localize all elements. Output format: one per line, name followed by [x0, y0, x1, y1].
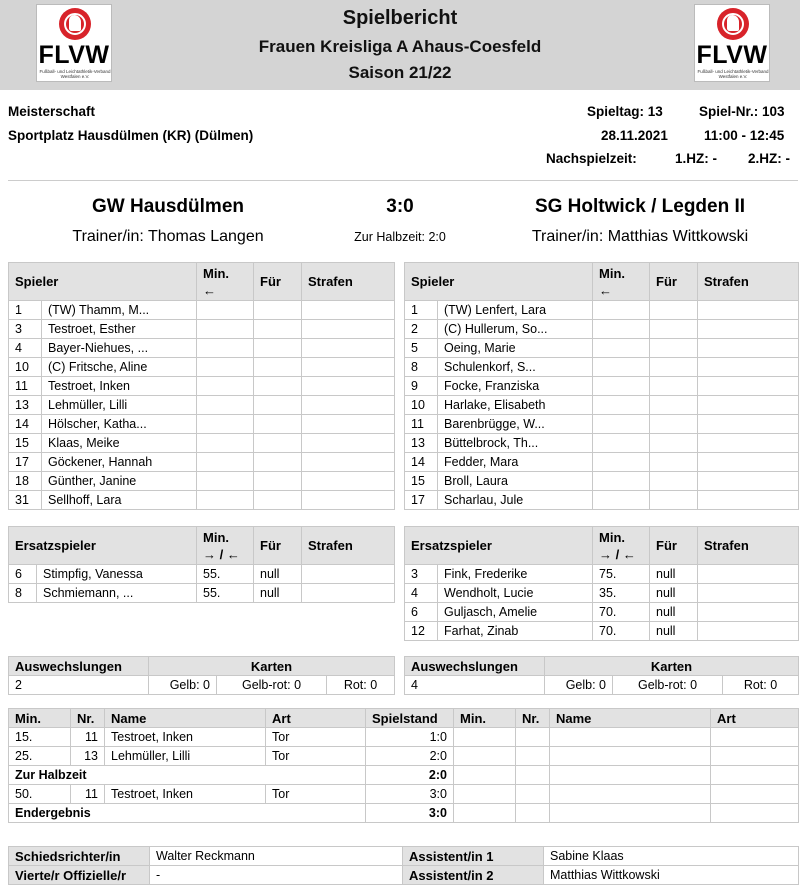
player-number: 5 [405, 339, 438, 358]
player-for [650, 453, 698, 472]
player-name: Büttelbrock, Th... [438, 434, 593, 453]
player-name: Schulenkorf, S... [438, 358, 593, 377]
col-event-type: Art [266, 709, 366, 728]
player-row [405, 434, 799, 453]
match-date: 28.11.2021 [601, 128, 668, 143]
final-row-score: 3:0 [366, 804, 454, 823]
col-minute: Min. → / ← [593, 527, 650, 565]
player-for [254, 301, 302, 320]
player-row [405, 396, 799, 415]
halftime-row-label: Zur Halbzeit [9, 766, 366, 785]
event-away-empty [711, 766, 799, 785]
player-number: 31 [9, 491, 42, 510]
fourth-official-label: Vierte/r Offizielle/r [9, 866, 150, 885]
player-minute [197, 472, 254, 491]
player-for [650, 377, 698, 396]
player-number: 14 [9, 415, 42, 434]
sub-number: 6 [9, 565, 37, 584]
match-time: 11:00 - 12:45 [704, 128, 785, 143]
player-number: 15 [9, 434, 42, 453]
col-minute: Min. → / ← [197, 527, 254, 565]
player-for [650, 491, 698, 510]
yellow-cards: Gelb: 0 [545, 676, 613, 695]
player-for [254, 339, 302, 358]
player-for [254, 434, 302, 453]
player-number: 8 [405, 358, 438, 377]
horse-emblem-icon [717, 8, 749, 40]
event-away-empty [516, 766, 550, 785]
player-penalties [698, 491, 799, 510]
col-sub-player: Ersatzspieler [405, 527, 593, 565]
player-minute [593, 453, 650, 472]
home-team: GW Hausdülmen [91, 196, 244, 217]
player-for [254, 453, 302, 472]
sub-penalties [698, 603, 799, 622]
event-away-empty [711, 747, 799, 766]
player-number: 18 [9, 472, 42, 491]
player-minute [197, 320, 254, 339]
venue: Sportplatz Hausdülmen (KR) (Dülmen) [8, 128, 254, 143]
event-away-empty [454, 747, 516, 766]
event-away-empty [711, 785, 799, 804]
col-player: Spieler [9, 263, 197, 301]
player-penalties [698, 320, 799, 339]
player-name: Testroet, Inken [42, 377, 197, 396]
player-minute [197, 396, 254, 415]
player-name: Göckener, Hannah [42, 453, 197, 472]
stoppage-first-half: 1.HZ: - [675, 151, 717, 166]
sub-penalties [302, 584, 395, 603]
yellow-red-cards: Gelb-rot: 0 [217, 676, 327, 695]
col-penalties: Strafen [698, 527, 799, 565]
player-penalties [302, 301, 395, 320]
col-event-number-away: Nr. [516, 709, 550, 728]
referee-name: Walter Reckmann [150, 847, 403, 866]
logo-text: FLVW [38, 41, 110, 69]
player-name: Broll, Laura [438, 472, 593, 491]
col-for: Für [254, 263, 302, 301]
player-name: (TW) Thamm, M... [42, 301, 197, 320]
player-penalties [698, 396, 799, 415]
sub-penalties [302, 565, 395, 584]
player-number: 17 [405, 491, 438, 510]
col-event-name: Name [105, 709, 266, 728]
season: Saison 21/22 [348, 63, 452, 82]
col-cards: Karten [149, 657, 395, 676]
player-number: 13 [405, 434, 438, 453]
player-number: 9 [405, 377, 438, 396]
home-lineup-table [8, 262, 395, 510]
player-penalties [302, 453, 395, 472]
sub-row [9, 584, 395, 603]
event-score: 3:0 [366, 785, 454, 804]
player-minute [593, 396, 650, 415]
col-penalties: Strafen [698, 263, 799, 301]
flvw-logo-left [36, 4, 112, 82]
player-number: 1 [9, 301, 42, 320]
logo-subtext: Fußball- und Leichtathletik-Verband Westfalen e.V. [697, 69, 769, 79]
col-event-type-away: Art [711, 709, 799, 728]
col-event-minute: Min. [9, 709, 71, 728]
home-stats-table [8, 656, 395, 695]
player-row [9, 301, 395, 320]
sub-number: 4 [405, 584, 438, 603]
sub-minute: 75. [593, 565, 650, 584]
event-name: Testroet, Inken [105, 728, 266, 747]
col-minute: Min. ← [197, 263, 254, 301]
fourth-official-name: - [150, 866, 403, 885]
away-lineup-table [404, 262, 799, 510]
final-score: 3:0 [386, 196, 414, 217]
player-penalties [698, 434, 799, 453]
col-for: Für [650, 527, 698, 565]
event-number: 11 [71, 785, 105, 804]
event-type: Tor [266, 747, 366, 766]
col-event-name-away: Name [550, 709, 711, 728]
player-name: Hölscher, Katha... [42, 415, 197, 434]
player-row [9, 453, 395, 472]
halftime-row-score: 2:0 [366, 766, 454, 785]
assistant1-name: Sabine Klaas [544, 847, 799, 866]
substitution-count: 2 [9, 676, 149, 695]
event-away-empty [454, 766, 516, 785]
event-away-empty [516, 747, 550, 766]
away-trainer: Trainer/in: Matthias Wittkowski [531, 228, 749, 245]
player-row [9, 339, 395, 358]
officials-table [8, 846, 799, 885]
event-minute: 25. [9, 747, 71, 766]
player-penalties [302, 396, 395, 415]
sub-for: null [650, 565, 698, 584]
player-minute [593, 301, 650, 320]
player-row [9, 320, 395, 339]
player-minute [593, 377, 650, 396]
event-number: 13 [71, 747, 105, 766]
player-penalties [698, 472, 799, 491]
player-row [405, 377, 799, 396]
league-name: Frauen Kreisliga A Ahaus-Coesfeld [258, 37, 542, 56]
event-row [9, 747, 799, 766]
sub-name: Farhat, Zinab [438, 622, 593, 641]
event-away-empty [550, 804, 711, 823]
col-minute: Min. ← [593, 263, 650, 301]
sub-for: null [650, 584, 698, 603]
event-name: Testroet, Inken [105, 785, 266, 804]
halftime-score: Zur Halbzeit: 2:0 [354, 230, 446, 244]
sub-row [405, 584, 799, 603]
event-minute: 50. [9, 785, 71, 804]
col-substitutions: Auswechslungen [9, 657, 149, 676]
player-for [254, 491, 302, 510]
col-penalties: Strafen [302, 263, 395, 301]
player-name: (TW) Lenfert, Lara [438, 301, 593, 320]
player-minute [197, 339, 254, 358]
player-row [405, 339, 799, 358]
player-number: 15 [405, 472, 438, 491]
event-away-empty [550, 728, 711, 747]
player-row [405, 472, 799, 491]
event-score: 1:0 [366, 728, 454, 747]
player-name: Sellhoff, Lara [42, 491, 197, 510]
player-number: 2 [405, 320, 438, 339]
player-number: 14 [405, 453, 438, 472]
event-row [9, 728, 799, 747]
match-number: Spiel-Nr.: 103 [699, 104, 785, 119]
player-minute [593, 358, 650, 377]
player-row [9, 472, 395, 491]
player-number: 3 [9, 320, 42, 339]
red-cards: Rot: 0 [327, 676, 395, 695]
event-away-empty [454, 785, 516, 804]
sub-for: null [254, 565, 302, 584]
col-event-minute-away: Min. [454, 709, 516, 728]
away-stats-table [404, 656, 799, 695]
stoppage-label: Nachspielzeit: [546, 151, 637, 166]
player-number: 1 [405, 301, 438, 320]
event-away-empty [516, 728, 550, 747]
player-name: (C) Fritsche, Aline [42, 358, 197, 377]
player-minute [593, 415, 650, 434]
col-penalties: Strafen [302, 527, 395, 565]
player-minute [197, 301, 254, 320]
col-event-number: Nr. [71, 709, 105, 728]
page-title: Spielbericht [342, 7, 458, 29]
player-minute [593, 472, 650, 491]
player-penalties [302, 415, 395, 434]
player-minute [197, 434, 254, 453]
col-event-score: Spielstand [366, 709, 454, 728]
player-for [254, 377, 302, 396]
sub-row [405, 565, 799, 584]
sub-row [405, 622, 799, 641]
col-for: Für [254, 527, 302, 565]
player-for [650, 339, 698, 358]
player-for [254, 358, 302, 377]
player-row [405, 358, 799, 377]
player-penalties [698, 453, 799, 472]
player-minute [197, 453, 254, 472]
sub-for: null [254, 584, 302, 603]
horse-emblem-icon [59, 8, 91, 40]
events-table [8, 708, 799, 823]
player-row [9, 396, 395, 415]
col-sub-player: Ersatzspieler [9, 527, 197, 565]
away-team: SG Holtwick / Legden II [534, 196, 746, 217]
player-number: 13 [9, 396, 42, 415]
event-away-empty [516, 785, 550, 804]
yellow-cards: Gelb: 0 [149, 676, 217, 695]
player-name: Bayer-Niehues, ... [42, 339, 197, 358]
flvw-logo-right [694, 4, 770, 82]
event-name: Lehmüller, Lilli [105, 747, 266, 766]
event-score: 2:0 [366, 747, 454, 766]
stoppage-second-half: 2.HZ: - [748, 151, 790, 166]
player-row [9, 377, 395, 396]
player-penalties [302, 320, 395, 339]
sub-penalties [698, 584, 799, 603]
col-substitutions: Auswechslungen [405, 657, 545, 676]
event-away-empty [550, 766, 711, 785]
player-number: 10 [405, 396, 438, 415]
player-minute [593, 491, 650, 510]
sub-row [405, 603, 799, 622]
sub-minute: 55. [197, 584, 254, 603]
player-penalties [302, 491, 395, 510]
event-away-empty [550, 747, 711, 766]
sub-number: 12 [405, 622, 438, 641]
player-row [405, 320, 799, 339]
player-minute [197, 358, 254, 377]
player-number: 4 [9, 339, 42, 358]
sub-minute: 35. [593, 584, 650, 603]
event-away-empty [550, 785, 711, 804]
player-name: Fedder, Mara [438, 453, 593, 472]
player-number: 10 [9, 358, 42, 377]
player-minute [197, 377, 254, 396]
event-away-empty [711, 804, 799, 823]
event-minute: 15. [9, 728, 71, 747]
event-away-empty [454, 804, 516, 823]
player-name: Klaas, Meike [42, 434, 197, 453]
player-minute [197, 415, 254, 434]
player-name: Günther, Janine [42, 472, 197, 491]
report-header [0, 0, 800, 90]
player-for [254, 472, 302, 491]
player-name: Harlake, Elisabeth [438, 396, 593, 415]
player-name: Testroet, Esther [42, 320, 197, 339]
halftime-row [9, 766, 799, 785]
sub-name: Stimpfig, Vanessa [37, 565, 197, 584]
player-row [9, 434, 395, 453]
player-name: Oeing, Marie [438, 339, 593, 358]
player-name: Focke, Franziska [438, 377, 593, 396]
player-penalties [302, 377, 395, 396]
divider [8, 180, 798, 181]
player-name: Lehmüller, Lilli [42, 396, 197, 415]
final-row-label: Endergebnis [9, 804, 366, 823]
player-for [650, 434, 698, 453]
player-penalties [302, 434, 395, 453]
player-for [650, 358, 698, 377]
sub-name: Fink, Frederike [438, 565, 593, 584]
player-name: (C) Hullerum, So... [438, 320, 593, 339]
player-for [254, 320, 302, 339]
event-away-empty [454, 728, 516, 747]
sub-minute: 70. [593, 622, 650, 641]
matchday: Spieltag: 13 [587, 104, 663, 119]
player-penalties [698, 339, 799, 358]
player-penalties [698, 377, 799, 396]
away-subs-table [404, 526, 799, 641]
sub-number: 3 [405, 565, 438, 584]
player-name: Scharlau, Jule [438, 491, 593, 510]
player-row [9, 491, 395, 510]
player-name: Barenbrügge, W... [438, 415, 593, 434]
player-minute [593, 434, 650, 453]
player-row [405, 453, 799, 472]
event-type: Tor [266, 785, 366, 804]
col-for: Für [650, 263, 698, 301]
player-penalties [698, 358, 799, 377]
player-row [405, 415, 799, 434]
player-penalties [302, 358, 395, 377]
player-number: 17 [9, 453, 42, 472]
logo-text: FLVW [696, 41, 768, 69]
player-penalties [698, 301, 799, 320]
logo-subtext: Fußball- und Leichtathletik-Verband Westfalen e.V. [39, 69, 111, 79]
sub-penalties [698, 565, 799, 584]
player-minute [593, 339, 650, 358]
sub-row [9, 565, 395, 584]
sub-for: null [650, 622, 698, 641]
player-for [650, 396, 698, 415]
sub-penalties [698, 622, 799, 641]
event-type: Tor [266, 728, 366, 747]
player-for [254, 415, 302, 434]
event-row [9, 785, 799, 804]
sub-for: null [650, 603, 698, 622]
substitution-count: 4 [405, 676, 545, 695]
red-cards: Rot: 0 [723, 676, 799, 695]
player-row [9, 358, 395, 377]
sub-name: Wendholt, Lucie [438, 584, 593, 603]
player-for [650, 301, 698, 320]
sub-number: 6 [405, 603, 438, 622]
player-row [405, 301, 799, 320]
assistant1-label: Assistent/in 1 [403, 847, 544, 866]
home-trainer: Trainer/in: Thomas Langen [72, 228, 264, 245]
competition: Meisterschaft [8, 104, 96, 119]
player-for [650, 472, 698, 491]
col-player: Spieler [405, 263, 593, 301]
event-away-empty [711, 728, 799, 747]
player-number: 11 [9, 377, 42, 396]
sub-minute: 55. [197, 565, 254, 584]
player-for [650, 320, 698, 339]
sub-minute: 70. [593, 603, 650, 622]
player-number: 11 [405, 415, 438, 434]
player-minute [197, 491, 254, 510]
home-subs-table [8, 526, 395, 603]
event-number: 11 [71, 728, 105, 747]
sub-name: Schmiemann, ... [37, 584, 197, 603]
player-penalties [698, 415, 799, 434]
final-row [9, 804, 799, 823]
sub-number: 8 [9, 584, 37, 603]
col-cards: Karten [545, 657, 799, 676]
assistant2-name: Matthias Wittkowski [544, 866, 799, 885]
player-minute [593, 320, 650, 339]
event-away-empty [516, 804, 550, 823]
player-for [650, 415, 698, 434]
sub-name: Guljasch, Amelie [438, 603, 593, 622]
assistant2-label: Assistent/in 2 [403, 866, 544, 885]
referee-label: Schiedsrichter/in [9, 847, 150, 866]
player-penalties [302, 472, 395, 491]
player-row [405, 491, 799, 510]
player-row [9, 415, 395, 434]
yellow-red-cards: Gelb-rot: 0 [613, 676, 723, 695]
player-for [254, 396, 302, 415]
player-penalties [302, 339, 395, 358]
